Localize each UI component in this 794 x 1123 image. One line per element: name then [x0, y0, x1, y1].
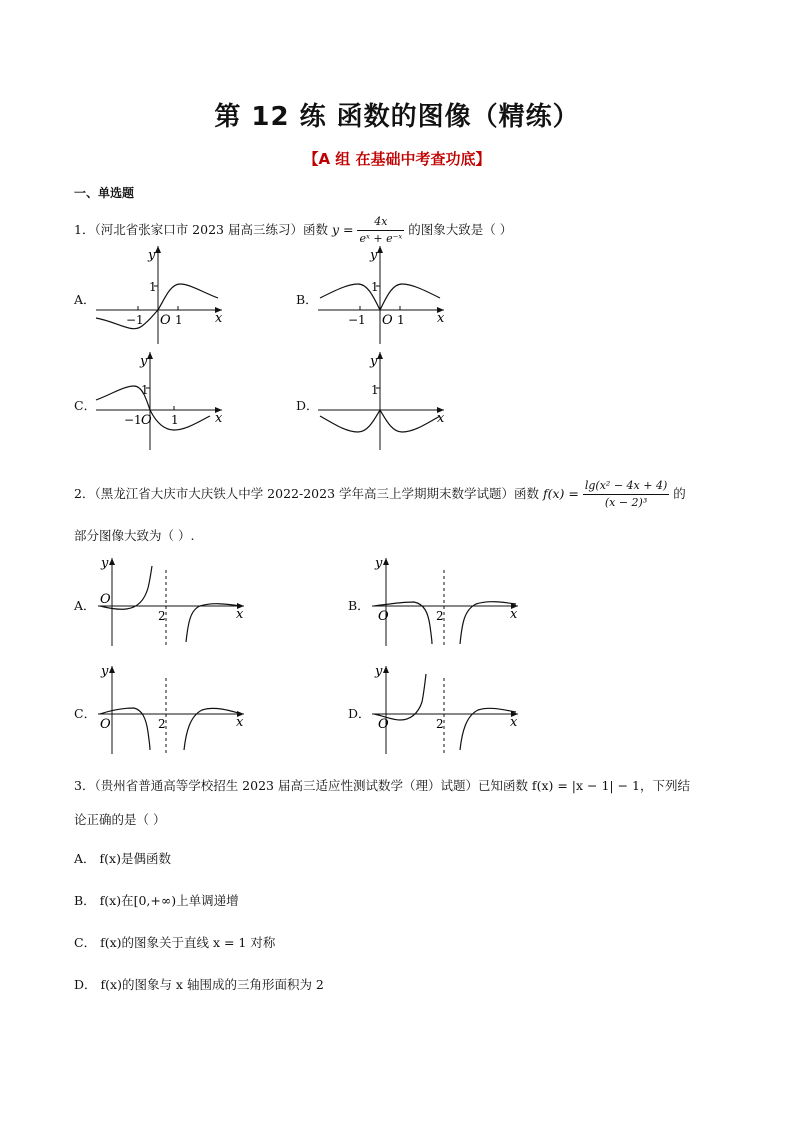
tick-label-1: 1	[175, 313, 183, 327]
q3-option-c[interactable]	[74, 935, 275, 951]
y-axis-label: y	[148, 248, 156, 263]
tick-label-1: 1	[371, 383, 379, 397]
q2-fraction-denominator: (x − 2)³	[604, 496, 648, 509]
x-axis-label: x	[510, 607, 518, 622]
q2-graph-a[interactable]	[94, 552, 250, 648]
q1-suffix: 的图象大致是（ ）	[408, 222, 513, 237]
q2-graph-d[interactable]	[368, 660, 524, 756]
q3-option-b-letter: B．	[74, 893, 96, 908]
q1-graph-b[interactable]	[316, 240, 452, 348]
tick-label-neg-1: −1	[126, 313, 144, 327]
q2-graph-b[interactable]	[368, 552, 524, 648]
y-axis-label: y	[370, 354, 378, 369]
q1-fraction-denominator: eˣ + e⁻ˣ	[359, 232, 403, 245]
q3-option-c-letter: C．	[74, 935, 97, 950]
q3-option-b-text: f(x)在[0,+∞)上单调递增	[99, 893, 239, 908]
page-title: 第 12 练 函数的图像（精练）	[214, 102, 580, 132]
origin-label: O	[382, 313, 393, 328]
q2-graph-c[interactable]	[94, 660, 250, 756]
tick-label-1: 1	[149, 280, 157, 294]
q2-func-lhs: f(x) =	[542, 486, 579, 501]
q3-option-a-text: f(x)是偶函数	[99, 851, 171, 866]
q1-option-a-letter[interactable]: A．	[74, 292, 96, 307]
q2-suffix: 的	[673, 486, 686, 501]
origin-label: O	[100, 592, 111, 607]
x-axis-label: x	[215, 311, 223, 326]
q1-prefix: 1．（河北省张家口市 2023 届高三练习）函数	[74, 222, 328, 237]
x-axis-label: x	[215, 411, 223, 426]
tick-label-2: 2	[158, 609, 166, 623]
q1-option-b-letter[interactable]: B．	[296, 292, 318, 307]
q1-graph-c[interactable]	[94, 346, 230, 454]
q3-option-d-text: f(x)的图象与 x 轴围成的三角形面积为 2	[100, 977, 324, 992]
tick-label-1: 1	[171, 413, 179, 427]
q3-option-a[interactable]	[74, 851, 171, 867]
q3-option-b[interactable]	[74, 893, 239, 909]
q1-option-d-letter[interactable]: D．	[296, 398, 319, 413]
y-axis-label: y	[101, 664, 109, 679]
q3-option-d-letter: D．	[74, 977, 97, 992]
q2-option-c-letter[interactable]: C．	[74, 706, 97, 721]
y-axis-label: y	[370, 248, 378, 263]
origin-label: O	[100, 717, 111, 732]
q3-option-a-letter: A．	[74, 851, 96, 866]
q1-graph-a[interactable]	[94, 240, 230, 348]
tick-label-neg-1: −1	[348, 313, 366, 327]
y-axis-label: y	[101, 556, 109, 571]
q1-func-lhs: y =	[331, 222, 354, 237]
q2-line-2: 部分图像大致为（ ）.	[74, 528, 195, 543]
y-axis-label: y	[140, 354, 148, 369]
q3-option-c-text: f(x)的图象关于直线 x = 1 对称	[100, 935, 276, 950]
x-axis-label: x	[437, 311, 445, 326]
q3-option-d[interactable]	[74, 977, 324, 993]
tick-label-1: 1	[141, 383, 149, 397]
origin-label: O	[141, 413, 152, 428]
question-3-stem: 3．（贵州省普通高等学校招生 2023 届高三适应性测试数学（理）试题）已知函数 f(x) = |x − 1| − 1，下列结	[74, 778, 691, 793]
q1-graph-d[interactable]	[316, 346, 452, 454]
y-axis-label: y	[375, 664, 383, 679]
q3-line-2: 论正确的是（ ）	[74, 812, 166, 827]
q2-fraction	[583, 478, 669, 511]
origin-label: O	[378, 609, 389, 624]
tick-label-2: 2	[436, 609, 444, 623]
section-heading: 一、单选题	[74, 186, 135, 200]
tick-label-neg-1: −1	[124, 413, 142, 427]
x-axis-label: x	[437, 411, 445, 426]
origin-label: O	[160, 313, 171, 328]
tick-label-2: 2	[436, 717, 444, 731]
origin-label: O	[378, 717, 389, 732]
tick-label-1: 1	[397, 313, 405, 327]
x-axis-label: x	[236, 715, 244, 730]
x-axis-label: x	[236, 607, 244, 622]
q2-option-b-letter[interactable]: B．	[348, 598, 370, 613]
question-2-stem	[74, 478, 734, 511]
q2-fraction-numerator: lg(x² − 4x + 4)	[583, 478, 669, 495]
q1-fraction-numerator: 4x	[357, 214, 404, 231]
tick-label-2: 2	[158, 717, 166, 731]
q2-prefix: 2．（黑龙江省大庆市大庆铁人中学 2022-2023 学年高三上学期期末数学试题）函数	[74, 486, 539, 501]
group-subtitle: 【A 组 在基础中考查功底】	[303, 150, 491, 168]
q2-option-d-letter[interactable]: D．	[348, 706, 371, 721]
tick-label-1: 1	[371, 280, 379, 294]
q2-option-a-letter[interactable]: A．	[74, 598, 96, 613]
x-axis-label: x	[510, 715, 518, 730]
q1-option-c-letter[interactable]: C．	[74, 398, 97, 413]
y-axis-label: y	[375, 556, 383, 571]
